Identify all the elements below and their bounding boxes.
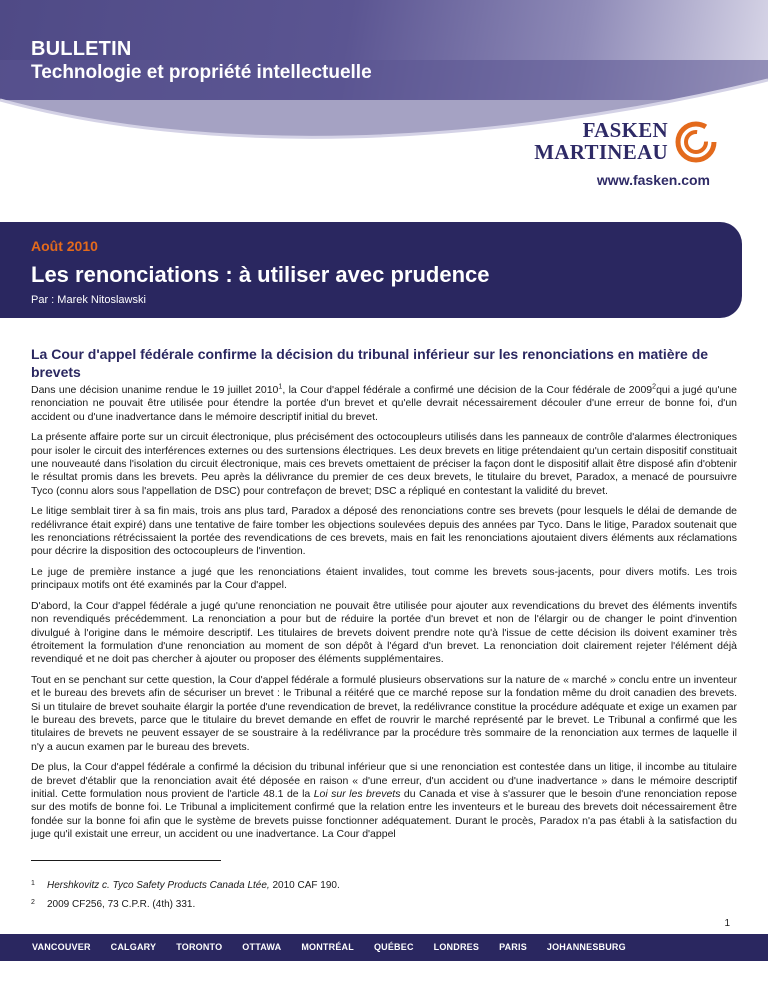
footer-city: TORONTO [176,942,223,952]
paragraph: Tout en se penchant sur cette question, la Cour d'appel fédérale a formulé plusieurs observations sur la nature de « marché » conclu entre un inventeur et le bureau des brevets afin de sécuriser un brevet : le Tribunal a réitéré que ce marché repose sur la fondation même du droit canadien des brevets. Si un titulaire de brevet souhaite élargir la portée d'une revendication de brevet, la redélivrance constitue la procédure adéquate et exige un examen par le bureau des brevets, parce que le titulaire du brevet demande en effet de rouvrir le marché représenté par le brevet. Le Tribunal a confirmé que les titulaires de brevets ne peuvent essayer de se soustraire à la redélivrance par la procédure très sommaire de la renonciation aux termes de laquelle il n'y a aucun examen par le bureau des brevets. [31,673,737,753]
paragraph: D'abord, la Cour d'appel fédérale a jugé qu'une renonciation ne pouvait être utilisée pour ajouter aux revendications du brevet des éléments inventifs non revendiqués précédemment. La renonciation a pour but de réduire la portée d'un brevet et non de l'élargir ou de changer le point d'invention divulgué à l'origine dans le mémoire descriptif. Les titulaires de brevets doivent prendre note qu'à l'issue de cette décision ils doivent examiner très étroitement la formulation d'une renonciation au moment de son dépôt à l'égard d'un brevet. La renonciation doit clairement rejeter l'élément déjà revendiqué et ne doit pas chercher à ajouter ou proposer des éléments supplémentaires. [31,599,737,666]
website-link[interactable]: www.fasken.com [596,172,710,188]
footer-city: JOHANNESBURG [546,942,626,952]
footer-cities [32,942,646,952]
footer-city: VANCOUVER [32,942,91,952]
law-title: Loi sur les brevets [313,787,401,800]
footnote-divider [31,860,221,861]
footnote-ref[interactable]: 2 [652,383,657,391]
footer-city: CALGARY [110,942,157,952]
fasken-martineau-logo[interactable] [534,118,726,198]
bulletin-subtitle: Technologie et propriété intellectuelle [31,62,372,83]
section-title: La Cour d'appel fédérale confirme la décision du tribunal inférieur sur les renonciations en matière de brevets [31,346,709,380]
bulletin-title: BULLETIN [31,38,132,60]
footnote: 2 2009 CF256, 73 C.P.R. (4th) 331. [31,899,196,910]
page-number: 1 [724,918,730,929]
footer-city: QUÉBEC [373,942,414,952]
article-body [31,384,737,849]
logo-word-fasken: FASKEN [582,118,668,142]
footer-city: PARIS [499,942,527,952]
logo-word-martineau: MARTINEAU [534,140,668,164]
paragraph: De plus, la Cour d'appel fédérale a confirmé la décision du tribunal inférieur que si une renonciation est contestée dans un litige, il incombe au titulaire de brevet d'établir que la renonciation avait été déposée en raison « d'une erreur, d'un accident ou d'une inadvertance » dans le mémoire descriptif initial. Cette formulation nous provient de l'article 48.1 de la Loi sur les brevets du Canada et vise à s'assurer que le besoin d'une renonciation repose sur des motifs de bonne foi. Le Tribunal a implicitement confirmé que la relation entre les inventeurs et le bureau des brevets doit nécessairement être fondée sur la bonne foi afin que le système de brevets puisse fonctionner adéquatement. Durant le procès, Paradox n'a pas établi à la satisfaction du juge qu'il existait une erreur, un accident ou une inadvertance. La Cour d'appel [31,761,737,841]
article-headline: Les renonciations : à utiliser avec prudence [31,262,490,287]
paragraph: La présente affaire porte sur un circuit électronique, plus précisément des octocoupleurs utilisés dans les panneaux de contrôle d'alarmes électroniques pour isoler le circuit des interférences externes ou des surtensions électriques. Les deux brevets en litige prétendaient qu'un certain dispositif constituait une nouveauté dans l'isolation du circuit électronique, mais ces brevets omettaient de préciser la façon dont le dispositif allait être disposé afin d'obtenir le résultat promis dans les brevets. Peu après la délivrance du premier de ces deux brevets, le titulaire du brevet, Paradox, a menacé de poursuivre Tyco (connu alors sous l'appellation de DSC) pour contrefaçon de brevet; DSC a répliqué en contestant la validité du brevet. [31,431,737,497]
paragraph: Le juge de première instance a jugé que les renonciations étaient invalides, tout comme les brevets sous-jacents, pour divers motifs. Les trois principaux motifs ont été examinés par la Cour d'appel. [31,565,737,592]
footer-city: LONDRES [433,942,480,952]
paragraph: Dans une décision unanime rendue le 19 juillet 2010$^1$, la Cour d'appel fédérale a confirmé une décision de la Cour fédérale de 2009$^2$qui a jugé qu'une renonciation ne pouvait être utilisée pour étendre la portée d'un brevet et qu'elle devrait nécessairement découler d'une erreur de bonne foi, d'un accident ou d'une inadvertance dans le mémoire descriptif initial du brevet. [31,383,737,423]
footer-city: OTTAWA [242,942,282,952]
logo-rings-icon [674,120,718,164]
issue-date: Août 2010 [31,238,98,254]
footer-city: MONTRÉAL [301,942,354,952]
footnote-ref[interactable]: 1 [278,383,283,391]
paragraph: Le litige semblait tirer à sa fin mais, trois ans plus tard, Paradox a déposé des renonciations contre ses brevets (pour lesquels le délai de demande de redélivrance était expiré) dans une tentative de faire tomber les objections soulevées depuis des années par Tyco. Dans le litige, Paradox soutenait que les renonciations rétrécissaient la portée des revendications de ces brevets, mais en fait les renonciations ajoutaient divers éléments aux réclamations pour décrire la disposition des octocoupleurs de l'invention. [31,505,737,558]
article-author: Par : Marek Nitoslawski [31,294,146,306]
footnote: 1 Hershkovitz c. Tyco Safety Products Canada Ltée, 2010 CAF 190. [31,880,340,891]
